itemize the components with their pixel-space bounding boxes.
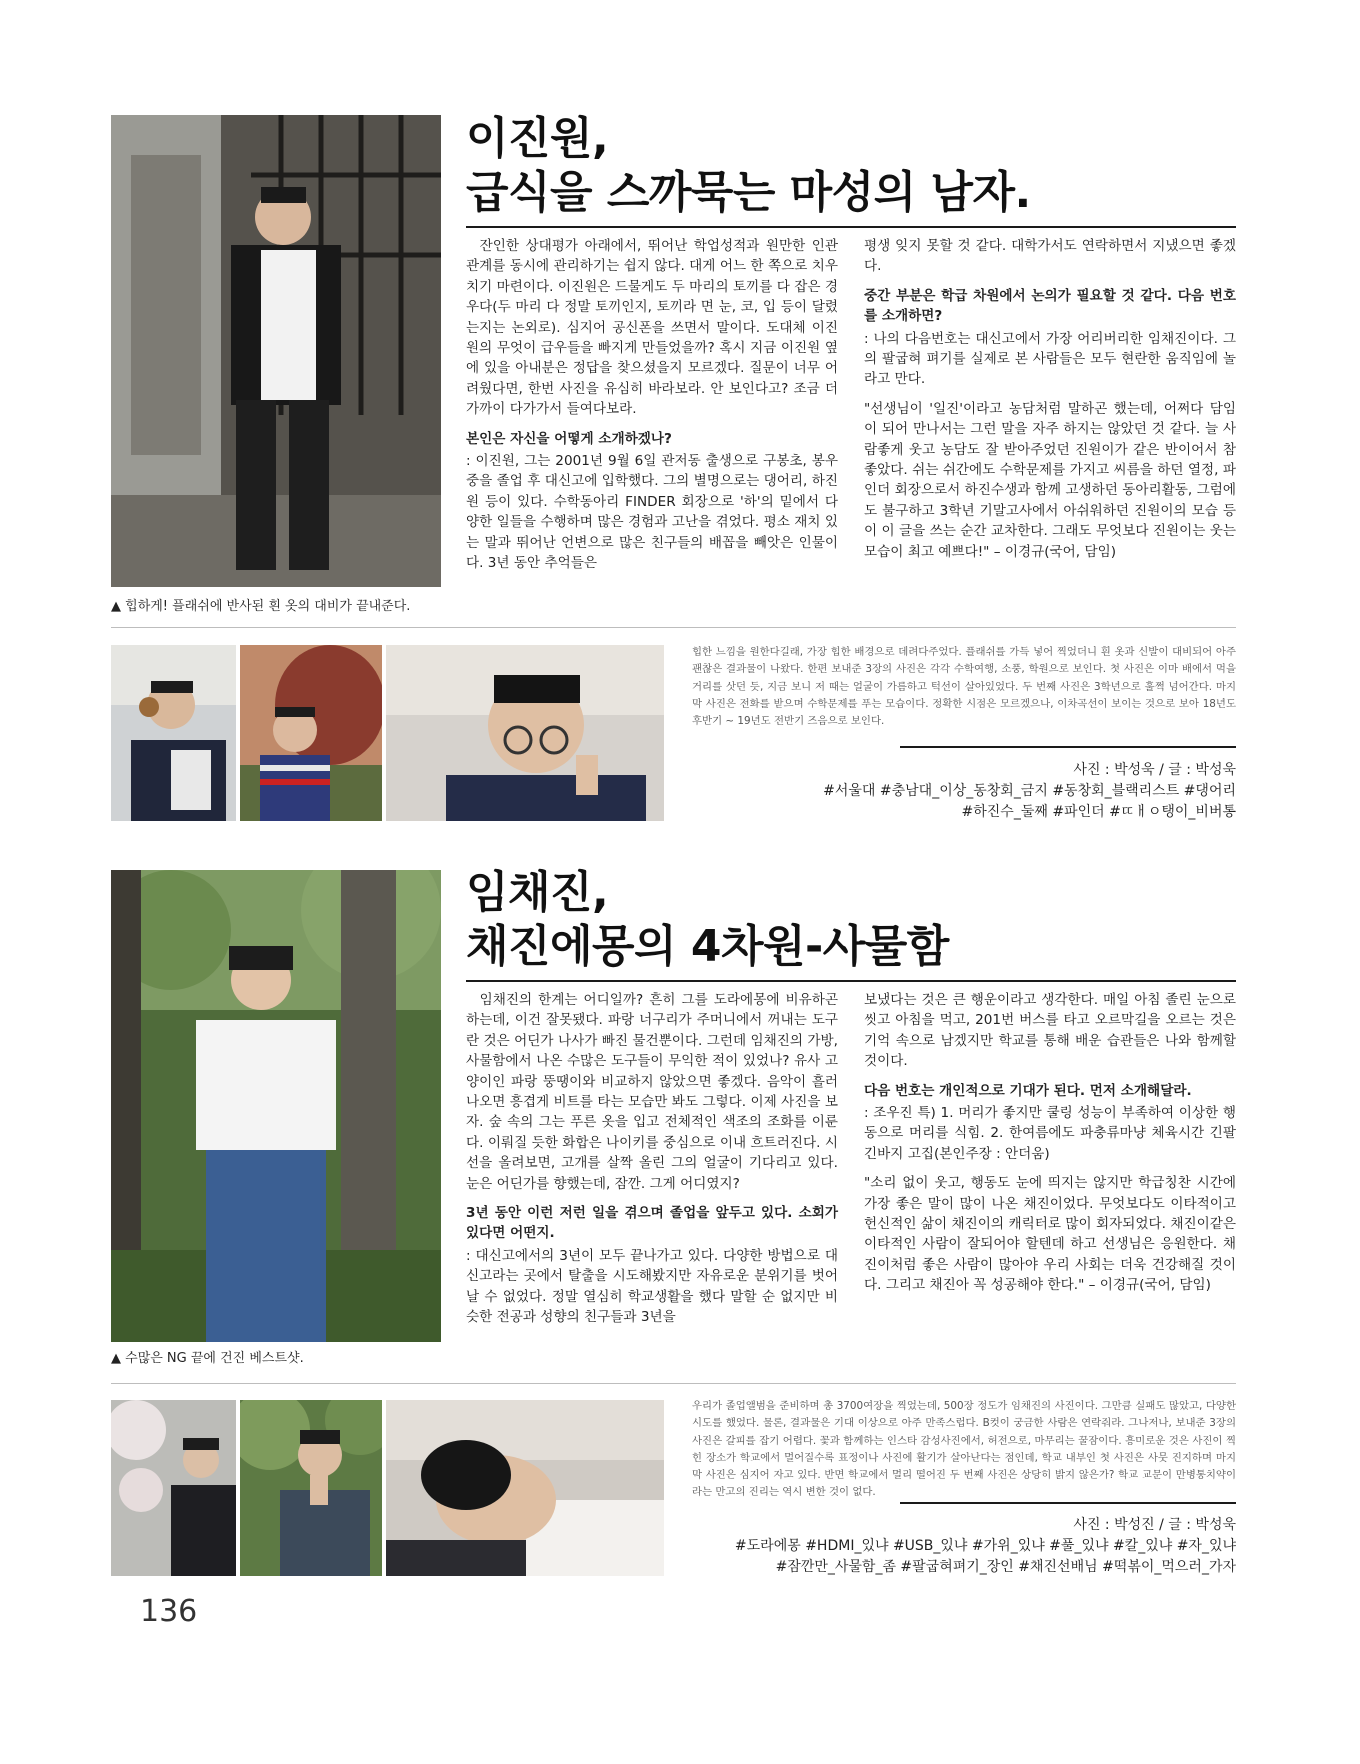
article1-divider: [111, 627, 1236, 628]
article2-credit-line: 사진 : 박성진 / 글 : 박성욱: [1073, 1517, 1236, 1533]
article2-question-1: 3년 동안 이런 저런 일을 겪으며 졸업을 앞두고 있다. 소회가 있다면 어떤지.: [466, 1205, 838, 1242]
article1-headline-rule: [466, 226, 1236, 228]
article2-headline-title: 채진에몽의 4차원-사물함: [466, 921, 949, 972]
article1-credit-line: 사진 : 박성욱 / 글 : 박성욱: [1073, 762, 1236, 778]
article2-answer-2: : 조우진 특) 1. 머리가 좋지만 쿨링 성능이 부족하여 이상한 행동으로 머리를 식힘. 2. 한여름에도 파충류마냥 체육시간 긴팔 긴바지 고집(본인주장 : 안더움): [864, 1105, 1236, 1162]
article2-question-2: 다음 번호는 개인적으로 기대가 된다. 먼저 소개해달라.: [864, 1082, 1192, 1099]
page-number: 136: [140, 1594, 198, 1629]
article2-thumb-3: [386, 1400, 664, 1576]
article1-credit-rule: [900, 746, 1236, 748]
article2-photo-caption: ▲ 수많은 NG 끝에 건진 베스트샷.: [111, 1351, 304, 1366]
article1-question-2: 중간 부분은 학급 차원에서 논의가 필요할 것 같다. 다음 번호를 소개하면?: [864, 287, 1236, 325]
article1-column-2: [864, 236, 1236, 571]
article2-column-1: [466, 990, 838, 1337]
article2-hashtags-1: #도라에몽 #HDMI_있냐 #USB_있냐 #가위_있냐 #풀_있냐 #칼_있냐 #자_있냐: [734, 1538, 1236, 1554]
article1-hashtags-1: #서울대 #충남대_이상_동창회_금지 #동창회_블랙리스트 #댕어리: [823, 783, 1236, 799]
article1-intro: 잔인한 상대평가 아래에서, 뛰어난 학업성적과 원만한 인관관계를 동시에 관리하기는 쉽지 않다. 대게 어느 한 쪽으로 치우치기 마련이다. 이진원은 드물게도 두 마리의 토끼를 다 잡은 경우다(두 마리 다 정말 토끼인지, 토끼라 면 눈, 코, 입 등이 달렸는지는 논외로). 심지어 공신폰을 쓰면서 말이다. 도대체 이진원의 무엇이 급우들을 빠지게 만들었을까? 혹시 지금 이진원 옆에 있을 아내분은 정답을 찾으셨을지 모르겠다. 질문이 너무 어려웠다면, 한번 사진을 유심히 바라보라. 안 보인다고? 조금 더 가까이 다가가서 들여다보라.: [466, 238, 838, 418]
article2-thumb-2: [240, 1400, 382, 1576]
article2-thumb-1: [111, 1400, 236, 1576]
article2-answer-continued: 보냈다는 것은 큰 행운이라고 생각한다. 매일 아침 졸린 눈으로 씻고 아침을 먹고, 201번 버스를 타고 오르막길을 오르는 것은 기억 속으로 남겠지만 학교를 통해 배운 습관들은 나와 함께할 것이다.: [864, 992, 1236, 1070]
article1-main-photo: [111, 115, 441, 587]
article2-divider: [111, 1383, 1236, 1384]
article1-thumb-3: [386, 645, 664, 821]
article1-answer-1: : 이진원, 그는 2001년 9월 6일 관저동 출생으로 구봉초, 봉우중을 졸업 후 대신고에 입학했다. 그의 별명으로는 댕어리, 하진원 등이 있다. 수학동아리 FINDER 회장으로 '하'의 밑에서 다양한 일들을 수행하며 많은 경험과 고난을 겪었다. 평소 재치 있는 말과 뛰어난 언변으로 많은 친구들의 배꼽을 빼앗은 인물이다. 3년 동안 추억들은: [466, 453, 838, 572]
article1-headline-name: 이진원,: [466, 113, 609, 164]
article2-headline: [466, 866, 949, 974]
article1-thumb-2: [240, 645, 382, 821]
article1-thumb-1: [111, 645, 236, 821]
article1-headline-title: 급식을 스까묵는 마성의 남자.: [466, 167, 1031, 218]
article2-hashtags-2: #잠깐만_사물함_좀 #팔굽혀펴기_장인 #채진선배님 #떡볶이_먹으러_가자: [775, 1559, 1236, 1575]
article2-credit-rule: [900, 1502, 1236, 1504]
article1-column-1: [466, 236, 838, 583]
article1-photo-note: 힙한 느낌을 원한다길래, 가장 힙한 배경으로 데려다주었다. 플래쉬를 가득 넣어 찍었더니 흰 옷과 신발이 대비되어 아주 괜찮은 결과물이 나왔다. 한편 보내준 3장의 사진은 각각 수학여행, 소풍, 학원으로 보인다. 첫 사진은 이마 배에서 먹을거리를 삿던 듯, 지금 보니 저 때는 얼굴이 가름하고 턱선이 살아있었다. 두 번째 사진은 3학년으로 훌쩍 넘어간다. 마지막 사진은 전화를 받으며 수학문제를 푸는 모습이다. 정확한 시점은 모르겠으나, 이차곡선이 보이는 것으로 보아 18년도 후반기 ~ 19년도 전반기 즈음으로 보인다.: [692, 646, 1236, 728]
article1-credits: [823, 760, 1236, 823]
article2-intro: 임채진의 한계는 어디일까? 흔히 그를 도라에몽에 비유하곤 하는데, 이건 잘못됐다. 파랑 너구리가 주머니에서 꺼내는 도구란 것은 어딘가 나사가 빠진 물건뿐이다. 그런데 임채진의 가방, 사물함에서 나온 수많은 도구들이 무익한 적이 있었나? 유사 고양이인 파랑 뚱땡이와 비교하지 않았으면 좋겠다. 음악이 흘러나오면 흥겹게 비트를 타는 모습만 봐도 그렇다. 이제 사진을 보자. 숲 속의 그는 푸른 옷을 입고 전체적인 색조의 조화를 이룬다. 이뤄질 듯한 화합은 나이키를 중심으로 이내 흐트러진다. 시선을 올려보면, 고개를 살짝 올린 그의 얼굴이 기다리고 있다. 눈은 어딘가를 향했는데, 잠깐. 그게 어디였지?: [466, 992, 838, 1192]
article2-headline-name: 임채진,: [466, 867, 609, 918]
article1-photo-caption: ▲ 힙하게! 플래쉬에 반사된 흰 옷의 대비가 끝내준다.: [111, 599, 411, 614]
article2-photo-note: 우리가 졸업앨범을 준비하며 총 3700여장을 찍었는데, 500장 정도가 임채진의 사진이다. 그만큼 실패도 많았고, 다양한 시도를 했었다. 물론, 결과물은 기대 이상으로 아주 만족스럽다. B컷이 궁금한 사람은 연락줘라. 그나저나, 보내준 3장의 사진은 갈피를 잡기 어렵다. 꽃과 함께하는 인스타 감성사진에서, 허전으로, 마무리는 꿀잠이다. 흥미로운 것은 사진이 찍힌 장소가 학교에서 멀어질수록 표정이나 사진에 활기가 살아난다는 점인데, 학교 내부인 첫 사진은 사뭇 진지하며 마지막 사진은 심지어 자고 있다. 반면 학교에서 멀리 떨어진 두 번째 사진은 상당히 밝지 않은가? 학교 교문이 만병통치약이라는 만고의 진리는 역시 변한 것이 없다.: [692, 1400, 1236, 1499]
article1-headline: [466, 112, 1031, 220]
article1-answer-continued: 평생 잊지 못할 것 같다. 대학가서도 연락하면서 지냈으면 좋겠다.: [864, 238, 1236, 275]
article1-answer-2: : 나의 다음번호는 대신고에서 가장 어리버리한 임채진이다. 그의 팔굽혀 펴기를 실제로 본 사람들은 모두 현란한 움직임에 놀라고 만다.: [864, 330, 1236, 388]
article2-column-2: [864, 990, 1236, 1305]
article2-answer-1: : 대신고에서의 3년이 모두 끝나가고 있다. 다양한 방법으로 대신고라는 곳에서 탈출을 시도해봤지만 자유로운 분위기를 벗어날 수 없었다. 정말 열심히 학교생활을 했다 말할 순 없지만 비슷한 전공과 성향의 친구들과 3년을: [466, 1247, 838, 1326]
article1-question-1: 본인은 자신을 어떻게 소개하겠나?: [466, 430, 672, 447]
article2-headline-rule: [466, 980, 1236, 982]
article2-main-photo: [111, 870, 441, 1342]
article1-hashtags-2: #하진수_둘째 #파인더 #ㄸㅐㅇ탱이_비버통: [961, 804, 1236, 820]
article2-credits: [735, 1515, 1236, 1578]
article2-teacher-comment: "소리 없이 웃고, 행동도 눈에 띄지는 않지만 학급칭찬 시간에 가장 좋은 말이 많이 나온 채진이었다. 무엇보다도 이타적이고 헌신적인 삶이 채진이의 캐릭터로 많이 회자되었다. 채진이같은 이타적인 사람이 잘되어야 할텐데 하고 선생님은 응원한다. 채진이처럼 좋은 사람이 많아야 우리 사회는 더욱 건강해질 것이다. 그리고 채진아 꼭 성공해야 한다." – 이경규(국어, 담임): [864, 1175, 1236, 1294]
article1-teacher-comment: "선생님이 '일진'이라고 농담처럼 말하곤 했는데, 어쩌다 담임이 되어 만나서는 그런 말을 자주 하지는 않았던 것 같다. 늘 사람좋게 웃고 농담도 잘 받아주었던 진원이가 같은 반이어서 참 좋았다. 쉬는 쉬간에도 수학문제를 가지고 씨름을 하던 열정, 파인더 회장으로서 하진수생과 함께 고생하던 동아리활동, 그럼에도 불구하고 3학년 기말고사에서 아쉬워하던 진원이의 모습 등이 이 글을 쓰는 순간 교차한다. 그래도 무엇보다 진원이는 웃는 모습이 최고 예쁘다!" – 이경규(국어, 담임): [864, 400, 1236, 560]
